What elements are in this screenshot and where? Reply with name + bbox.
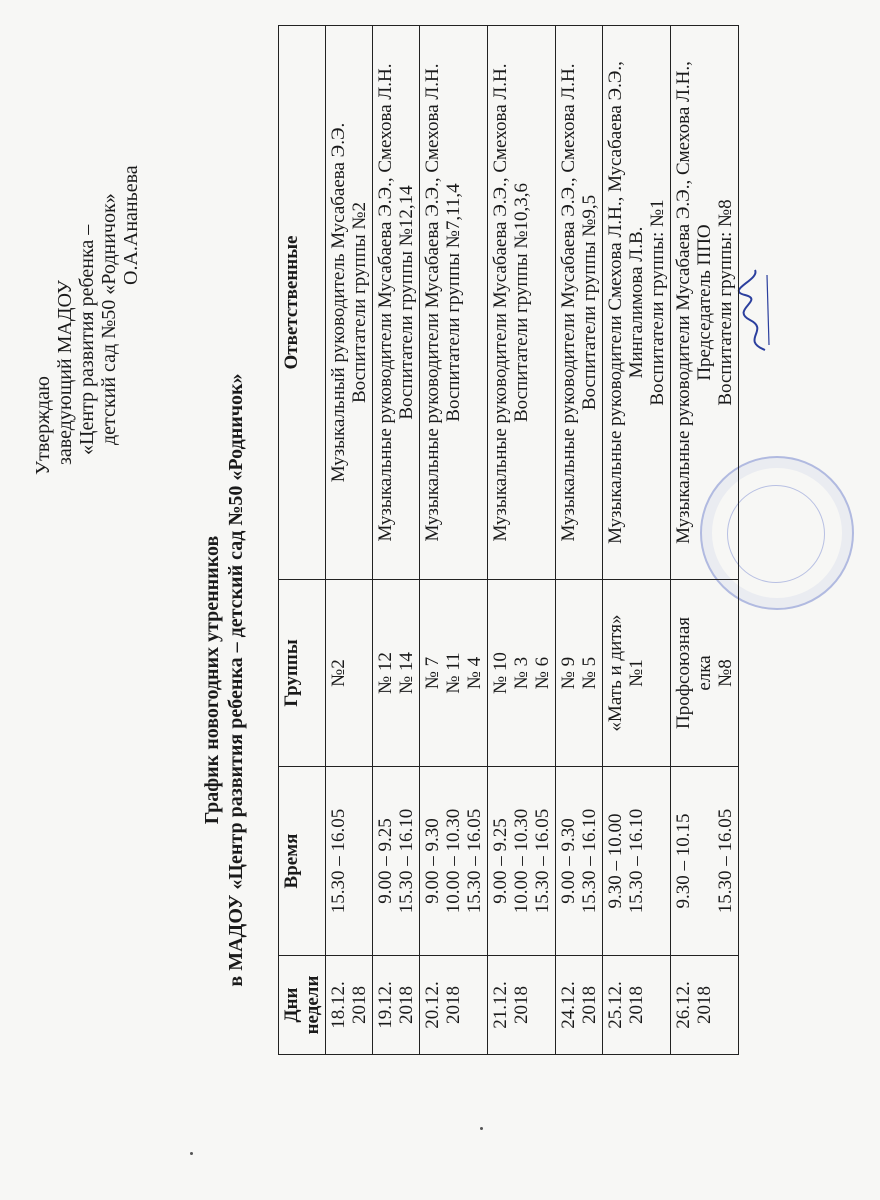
cell-groups	[326, 580, 373, 767]
scan-speck	[480, 1127, 483, 1130]
table-row	[671, 26, 739, 1055]
cell-line: № 10	[490, 652, 511, 694]
approval-line: Утверждаю	[32, 376, 54, 475]
cell-line: 2018	[443, 986, 464, 1024]
cell-line: 24.12.	[558, 981, 579, 1029]
cell-line: № 6	[532, 656, 553, 690]
table-row	[488, 26, 556, 1055]
header-responsible: Ответственные	[279, 26, 326, 580]
cell-line: 10.00 – 10.30	[443, 808, 464, 914]
cell-line: 9.00 – 9.30	[558, 818, 579, 904]
approval-line: «Центр развития ребенка –	[76, 224, 98, 455]
cell-responsible	[556, 26, 603, 580]
cell-line: №8	[715, 659, 736, 687]
title-line: в МАДОУ «Центр развития ребенка – детский сад №50 «Родничок»	[225, 373, 247, 987]
table-row	[326, 26, 373, 1055]
cell-line: № 4	[464, 656, 485, 690]
cell-line: Мингалимова Л.В.	[626, 226, 647, 379]
table-header-row	[279, 26, 326, 1055]
cell-line: 9.30 – 10.15	[673, 813, 694, 909]
rotated-document-sheet	[10, 5, 870, 1195]
cell-time	[373, 767, 420, 956]
cell-line: Воспитатели группы №2	[349, 201, 370, 404]
cell-line: Музыкальные руководители Смехова Л.Н., Мусабаева Э.Э.,	[605, 61, 626, 544]
cell-line: Музыкальные руководители Мусабаева Э.Э., Смехова Л.Н.	[558, 63, 579, 542]
cell-day	[603, 956, 671, 1055]
cell-line: Профсоюзная	[673, 617, 694, 730]
approval-block	[32, 125, 142, 485]
cell-line: Музыкальный руководитель Мусабаева Э.Э.	[328, 122, 349, 483]
cell-groups	[603, 580, 671, 767]
cell-line: Воспитатели группы №10,3,6	[511, 182, 532, 423]
cell-line: Воспитатели группы №7,11,4	[443, 183, 464, 422]
cell-day	[556, 956, 603, 1055]
cell-line: Воспитатели группы №9,5	[579, 194, 600, 411]
cell-line: Воспитатели группы: №1	[647, 199, 668, 406]
cell-line: 20.12.	[422, 981, 443, 1029]
cell-line: елка	[694, 655, 715, 691]
cell-time	[603, 767, 671, 956]
cell-groups	[488, 580, 556, 767]
document-title	[200, 320, 248, 1040]
approval-line: детский сад №50 «Родничок»	[98, 193, 120, 445]
cell-line: 15.30 – 16.05	[328, 808, 349, 914]
cell-responsible	[603, 26, 671, 580]
table-body	[326, 26, 739, 1055]
cell-line: 2018	[579, 986, 600, 1024]
table-row	[556, 26, 603, 1055]
cell-responsible	[671, 26, 739, 580]
cell-line: 19.12.	[375, 981, 396, 1029]
cell-line: Музыкальные руководители Мусабаева Э.Э., Смехова Л.Н.	[422, 63, 443, 542]
cell-time	[326, 767, 373, 956]
cell-line: 9.30 – 10.00	[605, 813, 626, 909]
cell-time	[420, 767, 488, 956]
cell-line: 15.30 – 16.05	[464, 808, 485, 914]
table-row	[603, 26, 671, 1055]
cell-line: 25.12.	[605, 981, 626, 1029]
cell-line: Музыкальные руководители Мусабаева Э.Э., Смехова Л.Н.	[375, 63, 396, 542]
cell-line: № 5	[579, 656, 600, 690]
cell-line	[694, 772, 715, 950]
cell-responsible	[373, 26, 420, 580]
cell-line: 9.00 – 9.25	[375, 818, 396, 904]
cell-line: 9.00 – 9.30	[422, 818, 443, 904]
cell-line: Воспитатели группы №12,14	[396, 185, 417, 420]
cell-line: 15.30 – 16.05	[532, 808, 553, 914]
cell-time	[488, 767, 556, 956]
cell-line: № 12	[375, 652, 396, 694]
cell-line: Председатель ППО	[694, 224, 715, 381]
cell-responsible	[488, 26, 556, 580]
cell-groups	[556, 580, 603, 767]
cell-day	[488, 956, 556, 1055]
schedule-table	[278, 25, 739, 1055]
handwritten-signature	[735, 265, 775, 355]
cell-line: 15.30 – 16.10	[396, 808, 417, 914]
cell-responsible	[326, 26, 373, 580]
header-time: Время	[279, 767, 326, 956]
cell-day	[373, 956, 420, 1055]
seal-inner-ring	[727, 485, 825, 583]
cell-line: 2018	[694, 986, 715, 1024]
cell-line: 2018	[511, 986, 532, 1024]
cell-time	[671, 767, 739, 956]
cell-line: 9.00 – 9.25	[490, 818, 511, 904]
cell-day	[420, 956, 488, 1055]
cell-line: №2	[328, 659, 349, 687]
header-day: Дни недели	[279, 956, 326, 1055]
cell-line: 10.00 – 10.30	[511, 808, 532, 914]
cell-line: Воспитатели группы: №8	[715, 199, 736, 406]
cell-line: №1	[626, 659, 647, 687]
cell-line: 18.12.	[328, 981, 349, 1029]
table-row	[420, 26, 488, 1055]
cell-day	[671, 956, 739, 1055]
cell-line: № 7	[422, 656, 443, 690]
cell-line: № 9	[558, 656, 579, 690]
cell-groups	[671, 580, 739, 767]
cell-line: 2018	[396, 986, 417, 1024]
cell-line: Музыкальные руководители Мусабаева Э.Э., Смехова Л.Н.,	[673, 61, 694, 544]
scan-speck	[190, 1152, 193, 1155]
cell-line: 26.12.	[673, 981, 694, 1029]
cell-responsible	[420, 26, 488, 580]
cell-line: № 3	[511, 656, 532, 690]
cell-line: 15.30 – 16.10	[626, 808, 647, 914]
cell-line: 21.12.	[490, 981, 511, 1029]
cell-line: 2018	[626, 986, 647, 1024]
table-row	[373, 26, 420, 1055]
cell-time	[556, 767, 603, 956]
cell-line: 15.30 – 16.10	[579, 808, 600, 914]
title-line: График новогодних утренников	[201, 535, 223, 825]
cell-line: 2018	[349, 986, 370, 1024]
cell-groups	[373, 580, 420, 767]
cell-line: 15.30 – 16.05	[715, 808, 736, 914]
cell-day	[326, 956, 373, 1055]
cell-groups	[420, 580, 488, 767]
cell-line: № 14	[396, 652, 417, 694]
cell-line: «Мать и дитя»	[605, 614, 626, 732]
approval-line: заведующий МАДОУ	[54, 280, 76, 465]
cell-line: № 11	[443, 652, 464, 694]
header-groups: Группы	[279, 580, 326, 767]
cell-line: Музыкальные руководители Мусабаева Э.Э., Смехова Л.Н.	[490, 63, 511, 542]
approval-signatory: О.А.Ананьева	[120, 165, 142, 285]
